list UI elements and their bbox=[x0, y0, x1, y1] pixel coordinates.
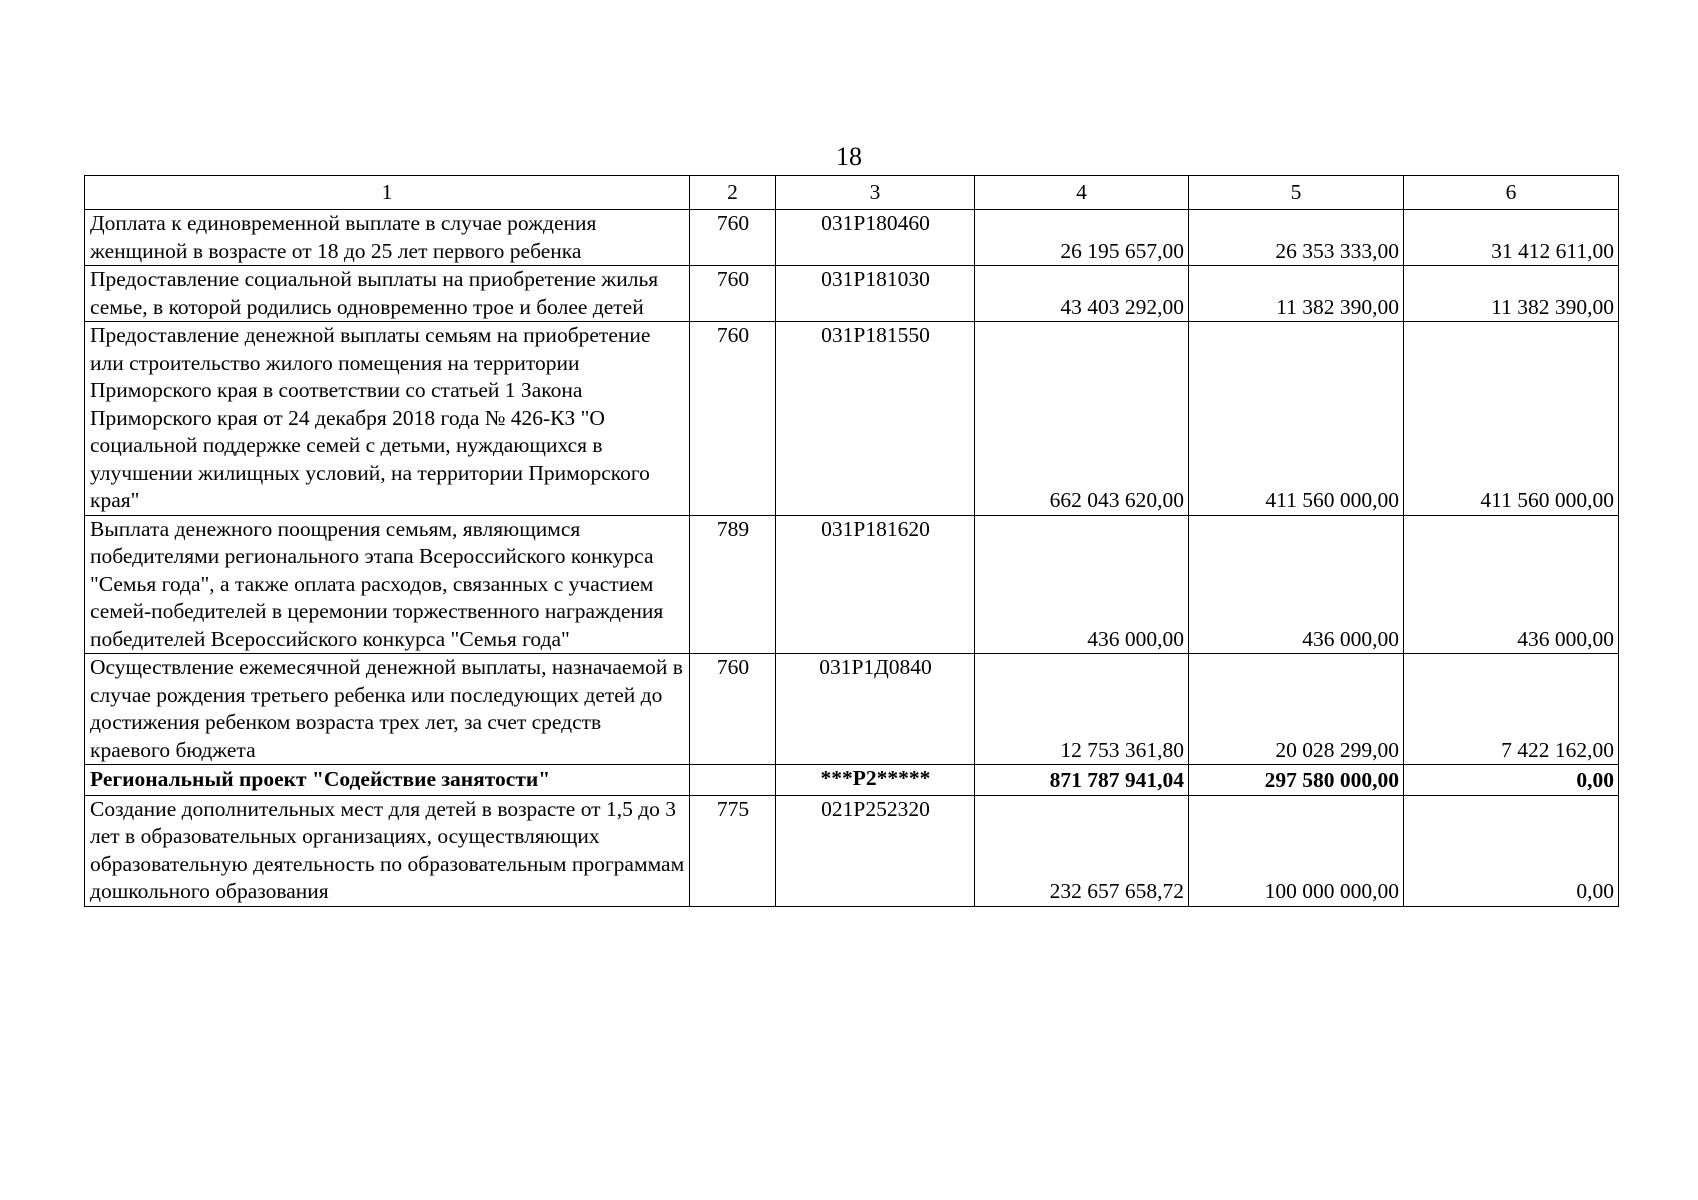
row-target-code: 031P1Д0840 bbox=[776, 654, 975, 765]
row-target-code: 031P181550 bbox=[776, 322, 975, 516]
column-header-5: 5 bbox=[1189, 176, 1404, 210]
row-amount-col5: 436 000,00 bbox=[1189, 515, 1404, 654]
row-amount-col6: 7 422 162,00 bbox=[1404, 654, 1619, 765]
row-name: Создание дополнительных мест для детей в возрасте от 1,5 до 3 лет в образовательных организациях, осуществляющих образовательную деятельность по образовательным программам дошкольного образования bbox=[85, 795, 690, 906]
column-header-6: 6 bbox=[1404, 176, 1619, 210]
column-header-3: 3 bbox=[776, 176, 975, 210]
row-name: Осуществление ежемесячной денежной выплаты, назначаемой в случае рождения третьего ребенка или последующих детей до достижения ребенком возраста трех лет, за счет средств краевого бюджета bbox=[85, 654, 690, 765]
column-header-2: 2 bbox=[690, 176, 776, 210]
row-target-code: ***P2***** bbox=[776, 765, 975, 796]
row-amount-col4: 436 000,00 bbox=[975, 515, 1189, 654]
row-amount-col6: 31 412 611,00 bbox=[1404, 210, 1619, 266]
row-amount-col5: 11 382 390,00 bbox=[1189, 266, 1404, 322]
row-grbs-code: 775 bbox=[690, 795, 776, 906]
row-grbs-code: 789 bbox=[690, 515, 776, 654]
budget-table bbox=[84, 175, 1619, 907]
row-amount-col6: 0,00 bbox=[1404, 765, 1619, 796]
row-amount-col4: 662 043 620,00 bbox=[975, 322, 1189, 516]
row-grbs-code: 760 bbox=[690, 266, 776, 322]
table-row-section-header bbox=[85, 765, 1619, 796]
page-number: 18 bbox=[836, 142, 862, 171]
row-amount-col6: 436 000,00 bbox=[1404, 515, 1619, 654]
row-name: Доплата к единовременной выплате в случае рождения женщиной в возрасте от 18 до 25 лет первого ребенка bbox=[85, 210, 690, 266]
row-amount-col5: 26 353 333,00 bbox=[1189, 210, 1404, 266]
row-amount-col4: 43 403 292,00 bbox=[975, 266, 1189, 322]
row-target-code: 021P252320 bbox=[776, 795, 975, 906]
row-grbs-code: 760 bbox=[690, 322, 776, 516]
row-amount-col4: 12 753 361,80 bbox=[975, 654, 1189, 765]
row-amount-col4: 26 195 657,00 bbox=[975, 210, 1189, 266]
row-amount-col6: 411 560 000,00 bbox=[1404, 322, 1619, 516]
table-row bbox=[85, 210, 1619, 266]
table-row bbox=[85, 654, 1619, 765]
row-amount-col6: 11 382 390,00 bbox=[1404, 266, 1619, 322]
row-amount-col4: 871 787 941,04 bbox=[975, 765, 1189, 796]
table-row bbox=[85, 266, 1619, 322]
row-grbs-code: 760 bbox=[690, 210, 776, 266]
header-row bbox=[85, 176, 1619, 210]
row-amount-col5: 20 028 299,00 bbox=[1189, 654, 1404, 765]
row-name: Предоставление социальной выплаты на приобретение жилья семье, в которой родились одновременно трое и более детей bbox=[85, 266, 690, 322]
row-amount-col6: 0,00 bbox=[1404, 795, 1619, 906]
row-target-code: 031P181030 bbox=[776, 266, 975, 322]
row-grbs-code bbox=[690, 765, 776, 796]
row-grbs-code: 760 bbox=[690, 654, 776, 765]
row-amount-col4: 232 657 658,72 bbox=[975, 795, 1189, 906]
column-header-1: 1 bbox=[85, 176, 690, 210]
row-amount-col5: 100 000 000,00 bbox=[1189, 795, 1404, 906]
row-target-code: 031P181620 bbox=[776, 515, 975, 654]
row-name: Предоставление денежной выплаты семьям на приобретение или строительство жилого помещения на территории Приморского края в соответствии со статьей 1 Закона Приморского края от 24 декабря 2018 года № 426-КЗ "О социальной поддержке семей с детьми, нуждающихся в улучшении жилищных условий, на территории Приморского края" bbox=[85, 322, 690, 516]
column-header-4: 4 bbox=[975, 176, 1189, 210]
row-name: Выплата денежного поощрения семьям, являющимся победителями регионального этапа Всероссийского конкурса "Семья года", а также оплата расходов, связанных с участием семей-победителей в церемонии торжественного награждения победителей Всероссийского конкурса "Семья года" bbox=[85, 515, 690, 654]
table-row bbox=[85, 795, 1619, 906]
row-name: Региональный проект "Содействие занятости" bbox=[85, 765, 690, 796]
row-amount-col5: 297 580 000,00 bbox=[1189, 765, 1404, 796]
row-amount-col5: 411 560 000,00 bbox=[1189, 322, 1404, 516]
row-target-code: 031P180460 bbox=[776, 210, 975, 266]
table-row bbox=[85, 515, 1619, 654]
table-row bbox=[85, 322, 1619, 516]
